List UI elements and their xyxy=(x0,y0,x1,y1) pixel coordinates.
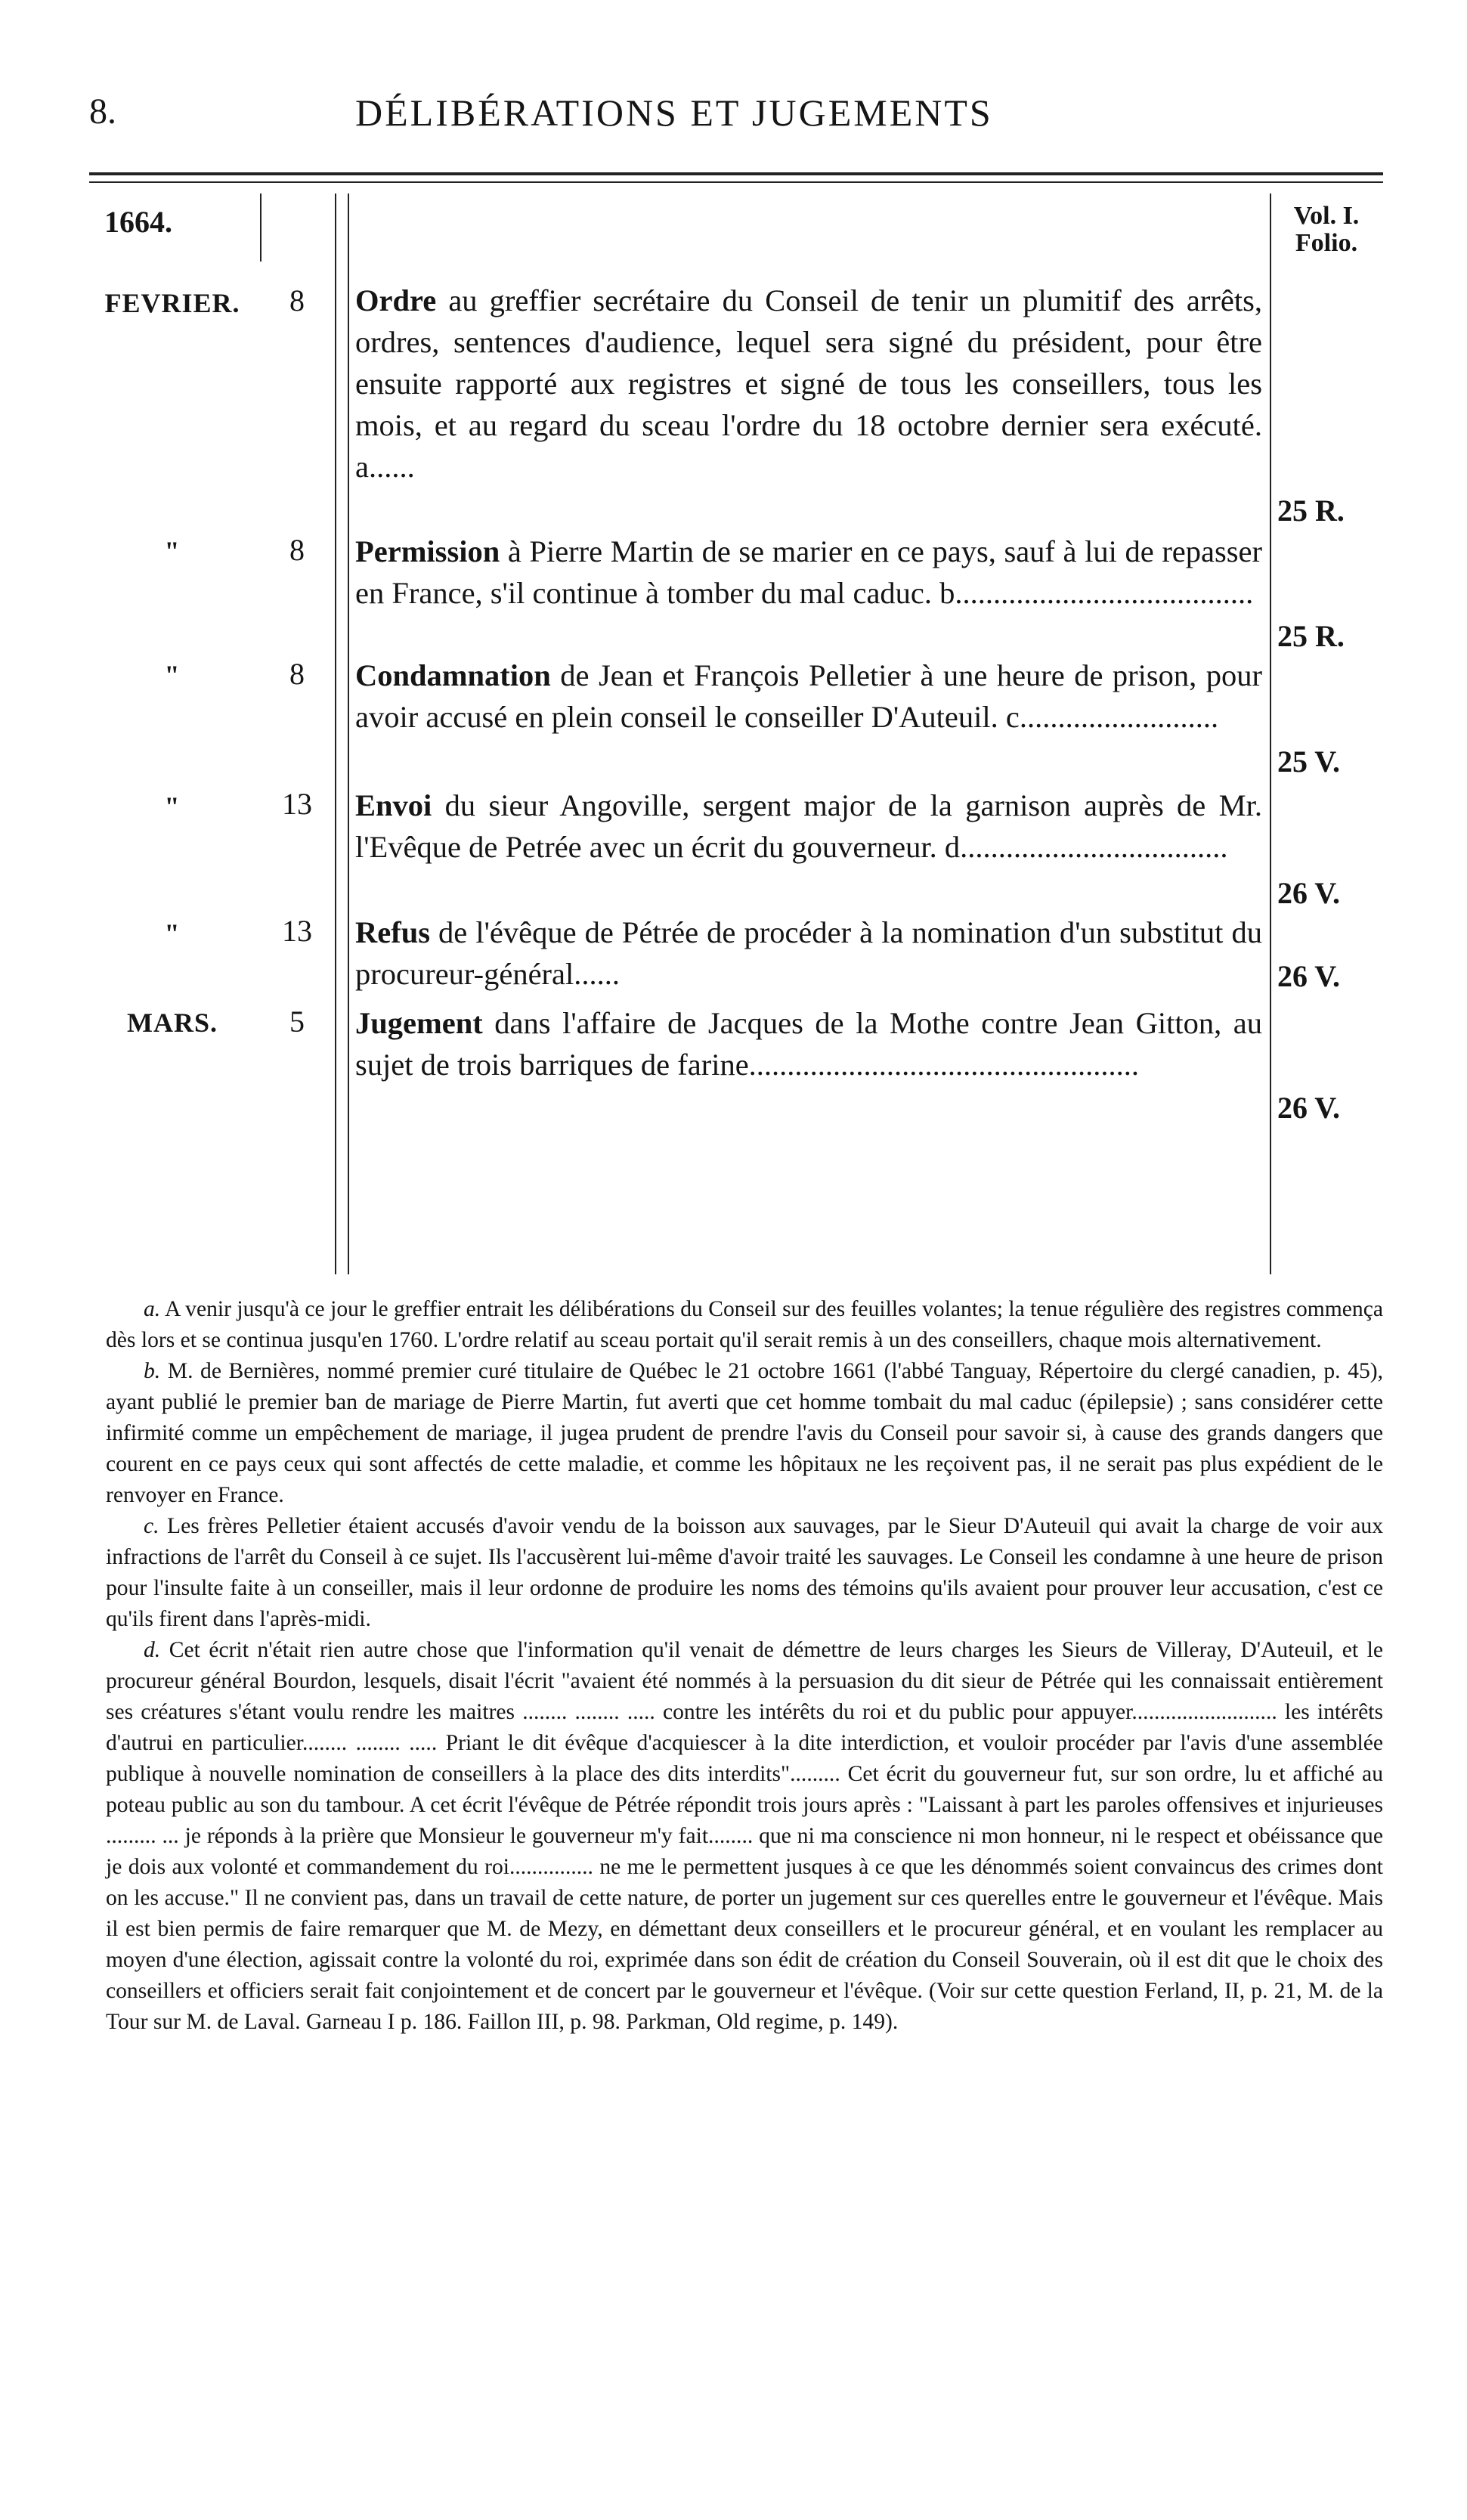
entry-folio: 26 V. xyxy=(1277,959,1341,993)
entry-month: " xyxy=(164,536,181,566)
entry-folio: 25 V. xyxy=(1277,745,1341,779)
entry-lead: Refus xyxy=(355,915,430,949)
footnote xyxy=(106,1635,1383,2038)
entry-body: de Jean et François Pelletier à une heure de prison, pour avoir accusé en plein conseil le conseiller D'Auteuil. c.......................... xyxy=(355,658,1262,734)
footnotes xyxy=(106,1294,1383,2038)
entry-day: 13 xyxy=(282,787,312,821)
entry-body: dans l'affaire de Jacques de la Mothe contre Jean Gitton, au sujet de trois barriques de farine................................................... xyxy=(355,1006,1262,1082)
column-rule xyxy=(1270,193,1271,1274)
entry-lead: Condamnation xyxy=(355,658,551,692)
entry-day: 8 xyxy=(289,283,305,317)
entry-day: 13 xyxy=(282,914,312,948)
entry-lead: Permission xyxy=(355,534,500,568)
entry-day: 8 xyxy=(289,533,305,567)
entry-lead: Envoi xyxy=(355,788,432,822)
entry-text xyxy=(355,785,1262,868)
footnote-text: Cet écrit n'était rien autre chose que l'information qu'il venait de démettre de leurs charges les Sieurs de Villeray, D'Auteuil, et le procureur général Bourdon, lesquels, disait l'écrit "avaient été nommés à la persuasion du dit sieur de Pétrée qui les connaissait entièrement ses créatures s'étant voulu rendre les maitres ........ ........ ..... contre les intérêts du roi et du public pour appuyer.......................... les intérêts d'autrui en particulier........ ........ ..... Priant le dit évêque d'acquiescer à la dite interdiction, et vouloir procéder par l'avis d'une assemblée publique à nouvelle nomination de conseillers à la place des dits interdits"......... Cet écrit du gouverneur fut, sur son ordre, lu et affiché au poteau public au son du tambour. A cet écrit l'évêque de Pétrée répondit trois jours après : "Laissant à part les paroles offensives et injurieuses ......... ... je réponds à la prière que Monsieur le gouverneur m'y fait........ que ni ma conscience ni mon honneur, ni le respect et obéissance que je dois aux volonté et commandement du roi............... ne me le permettent jusques à ce que les dénommés soient convaincus des crimes dont on les accuse." Il ne convient pas, dans un travail de cette nature, de porter un jugement sur ces querelles entre le gouverneur et l'évêque. Mais il est bien permis de faire remarquer que M. de Mezy, en démettant deux conseillers et le procureur général, et en voulant les remplacer au moyen d'une élection, agissait contre la volonté du roi, exprimée dans son édit de création du Conseil Souverain, où il est dit que le choix des conseillers et officiers serait fait conjointement et de concert par le gouverneur et l'évêque. (Voir sur cette question Ferland, II, p. 21, M. de la Tour sur M. de Laval. Garneau I p. 186. Faillon III, p. 98. Parkman, Old regime, p. 149). xyxy=(106,1638,1383,2034)
volume-folio-heading xyxy=(1270,203,1383,257)
entry-day: 5 xyxy=(289,1005,305,1039)
entry-folio: 25 R. xyxy=(1277,494,1345,528)
entry-body: de l'évêque de Pétrée de procéder à la nomination d'un substitut du procureur-général...... xyxy=(355,915,1262,991)
footnote xyxy=(106,1511,1383,1635)
footnote-text: A venir jusqu'à ce jour le greffier entrait les délibérations du Conseil sur des feuilles volantes; la tenue régulière des registres commença dès lors et se continua jusqu'en 1760. L'ordre relatif au sceau portait qu'il serait remis à un des conseillers, chaque mois alternativement. xyxy=(106,1297,1383,1352)
footnote xyxy=(106,1294,1383,1356)
header-rule xyxy=(89,172,1383,175)
footnote-mark: b. xyxy=(144,1359,161,1383)
entry-month: " xyxy=(164,918,181,949)
entry-text xyxy=(355,655,1262,738)
running-title: DÉLIBÉRATIONS ET JUGEMENTS xyxy=(355,91,993,134)
year-label: 1664. xyxy=(104,205,172,239)
entry-body: à Pierre Martin de se marier en ce pays, sauf à lui de repasser en France, s'il continue à tomber du mal caduc. b....................................... xyxy=(355,534,1262,610)
entry-lead: Ordre xyxy=(355,283,437,317)
entry-text xyxy=(355,531,1262,614)
entry-body: au greffier secrétaire du Conseil de tenir un plumitif des arrêts, ordres, sentences d'audience, lequel sera signé du président, pour être ensuite rapporté aux registres et signé de tous les conseillers, tous les mois, et au regard du sceau l'ordre du 18 octobre dernier sera exécuté. a...... xyxy=(355,283,1262,484)
entry-month: MARS. xyxy=(127,1008,218,1038)
footnote-mark: d. xyxy=(144,1638,161,1662)
footnote-mark: c. xyxy=(144,1514,159,1538)
volume-label: Vol. I. xyxy=(1293,202,1360,230)
page-number: 8. xyxy=(89,91,116,132)
entry-folio: 26 V. xyxy=(1277,1091,1341,1125)
register-table xyxy=(89,193,1383,1274)
entry-day: 8 xyxy=(289,657,305,691)
footnote-mark: a. xyxy=(144,1297,161,1321)
entry-text xyxy=(355,912,1262,995)
footnote-text: M. de Bernières, nommé premier curé titulaire de Québec le 21 octobre 1661 (l'abbé Tanguay, Répertoire du clergé canadien, p. 45), ayant publié le premier ban de mariage de Pierre Martin, fut averti que cet homme tombait du mal caduc (épilepsie) ; sans considérer cette infirmité comme un empêchement de mariage, il jugea prudent de prendre l'avis du Conseil pour savoir si, à cause des grands dangers que courent en ce pays ceux qui sont affectés de cette maladie, et comme les hôpitaux ne les reçoivent pas, il ne serait pas plus expédient de le renvoyer en France. xyxy=(106,1359,1383,1507)
entry-text xyxy=(355,1002,1262,1085)
entry-month: FEVRIER. xyxy=(104,288,240,318)
header-rule-thin xyxy=(89,181,1383,183)
footnote-text: Les frères Pelletier étaient accusés d'avoir vendu de la boisson aux sauvages, par le Sieur D'Auteuil qui avait la charge de voir aux infractions de l'arrêt du Conseil à ce sujet. Ils l'accusèrent lui-même d'avoir traité les sauvages. Le Conseil les condamne à une heure de prison pour l'insulte faite à un conseiller, mais il leur ordonne de produire les noms des témoins qu'ils avaient pour prouver leur accusation, c'est ce qu'ils firent dans l'après-midi. xyxy=(106,1514,1383,1631)
entry-month: " xyxy=(164,660,181,690)
entry-month: " xyxy=(164,791,181,822)
column-rule xyxy=(335,193,336,1274)
entry-folio: 26 V. xyxy=(1277,876,1341,910)
folio-label: Folio. xyxy=(1295,229,1358,257)
entry-folio: 25 R. xyxy=(1277,619,1345,653)
entry-body: du sieur Angoville, sergent major de la garnison auprès de Mr. l'Evêque de Petrée avec un écrit du gouverneur. d................................... xyxy=(355,788,1262,864)
entry-lead: Jugement xyxy=(355,1006,483,1040)
entry-text xyxy=(355,280,1262,488)
column-rule xyxy=(260,193,262,262)
footnote xyxy=(106,1356,1383,1511)
column-rule xyxy=(348,193,349,1274)
